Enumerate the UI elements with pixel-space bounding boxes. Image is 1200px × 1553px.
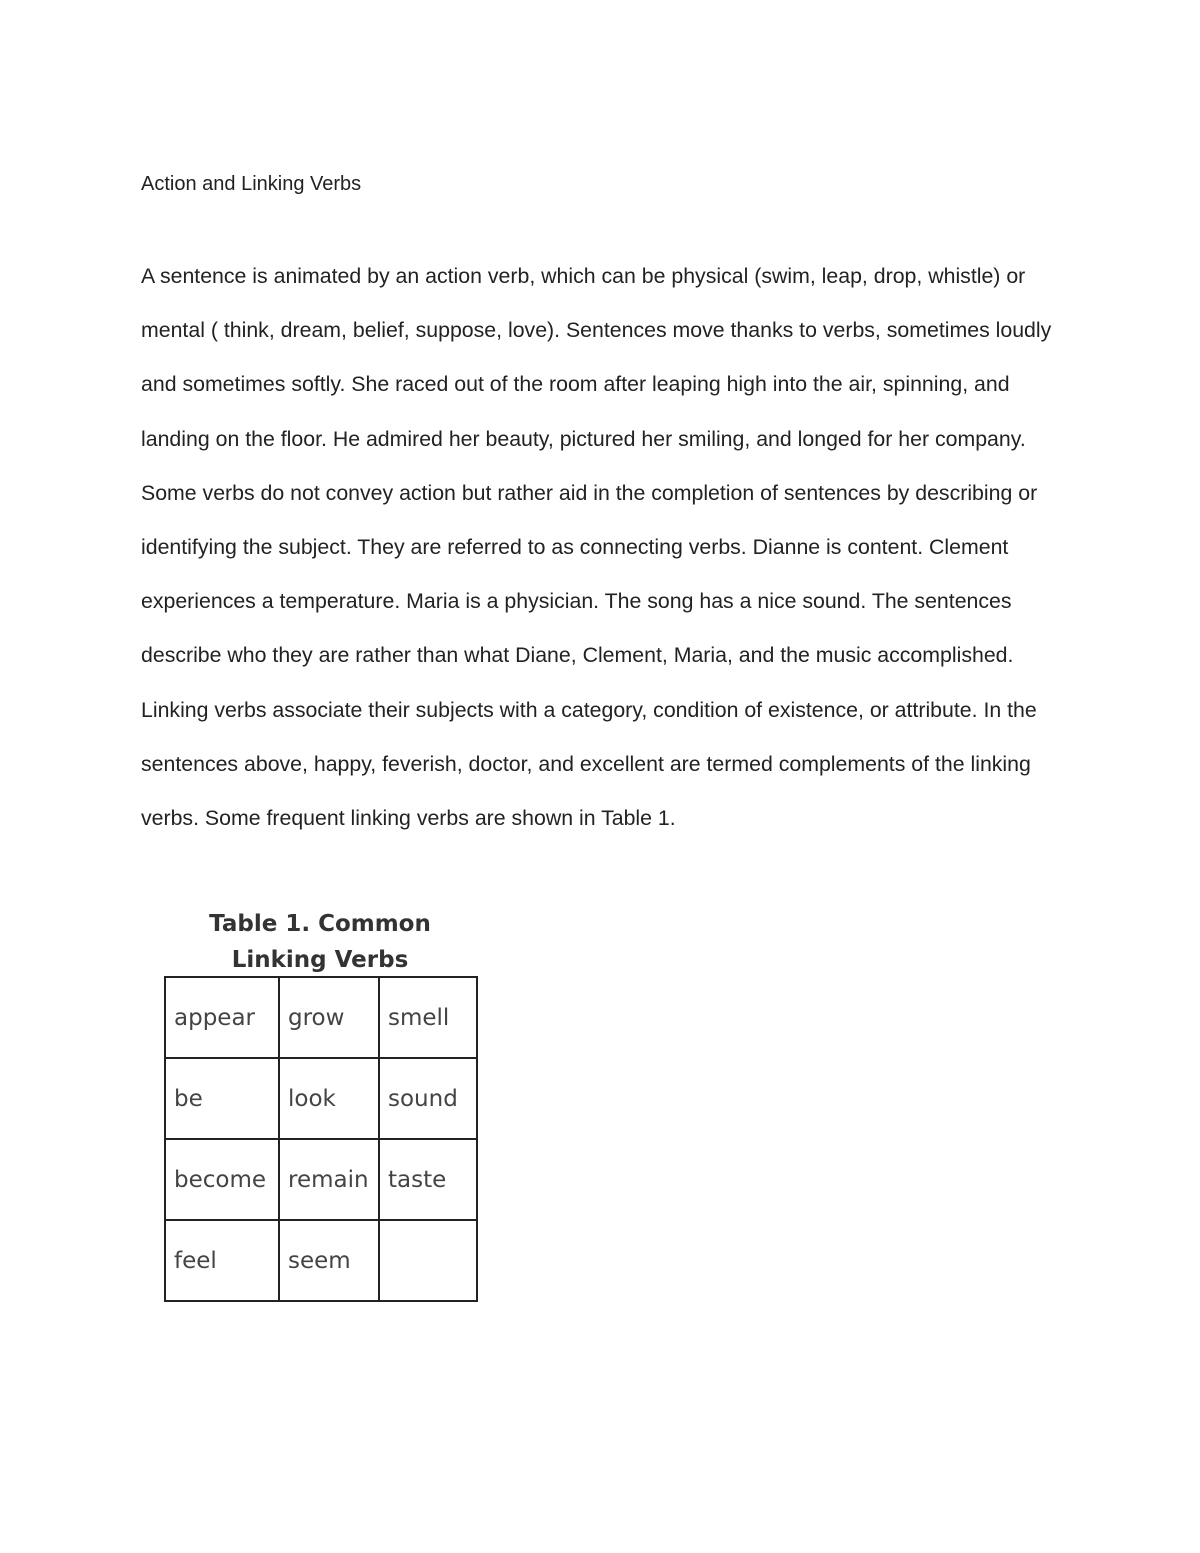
table-cell: feel	[165, 1220, 279, 1301]
table-row	[165, 1220, 477, 1301]
table-cell: sound	[379, 1058, 477, 1139]
table-caption-line-2: Linking Verbs	[231, 947, 409, 973]
table-row	[165, 1139, 477, 1220]
table-cell: grow	[279, 977, 379, 1058]
table-cell: look	[279, 1058, 379, 1139]
table-caption-line-1: Table 1. Common	[209, 911, 431, 937]
table-cell: taste	[379, 1139, 477, 1220]
table-cell: remain	[279, 1139, 379, 1220]
table-cell-empty	[379, 1220, 477, 1301]
table-caption	[164, 906, 476, 976]
table-cell: be	[165, 1058, 279, 1139]
document-body-paragraph: A sentence is animated by an action verb, which can be physical (swim, leap, drop, whistle) or mental ( think, dream, belief, suppose, love). Sentences move thanks to verbs, sometimes loudly and sometimes softly. She raced out of the room after leaping high into the air, spinning, and landing on the floor. He admired her beauty, pictured her smiling, and longed for her company. Some verbs do not convey action but rather aid in the completion of sentences by describing or identifying the subject. They are referred to as connecting verbs. Dianne is content. Clement experiences a temperature. Maria is a physician. The song has a nice sound. The sentences describe who they are rather than what Diane, Clement, Maria, and the music accomplished. Linking verbs associate their subjects with a category, condition of existence, or attribute. In the sentences above, happy, feverish, doctor, and excellent are termed complements of the linking verbs. Some frequent linking verbs are shown in Table 1.	[141, 264, 1052, 831]
table-row	[165, 977, 477, 1058]
table-cell: seem	[279, 1220, 379, 1301]
table-cell: become	[165, 1139, 279, 1220]
document-title: Action and Linking Verbs	[141, 173, 362, 195]
table-row	[165, 1058, 477, 1139]
table-cell: smell	[379, 977, 477, 1058]
linking-verbs-table-block	[164, 906, 476, 1302]
table-cell: appear	[165, 977, 279, 1058]
linking-verbs-table	[164, 976, 478, 1302]
